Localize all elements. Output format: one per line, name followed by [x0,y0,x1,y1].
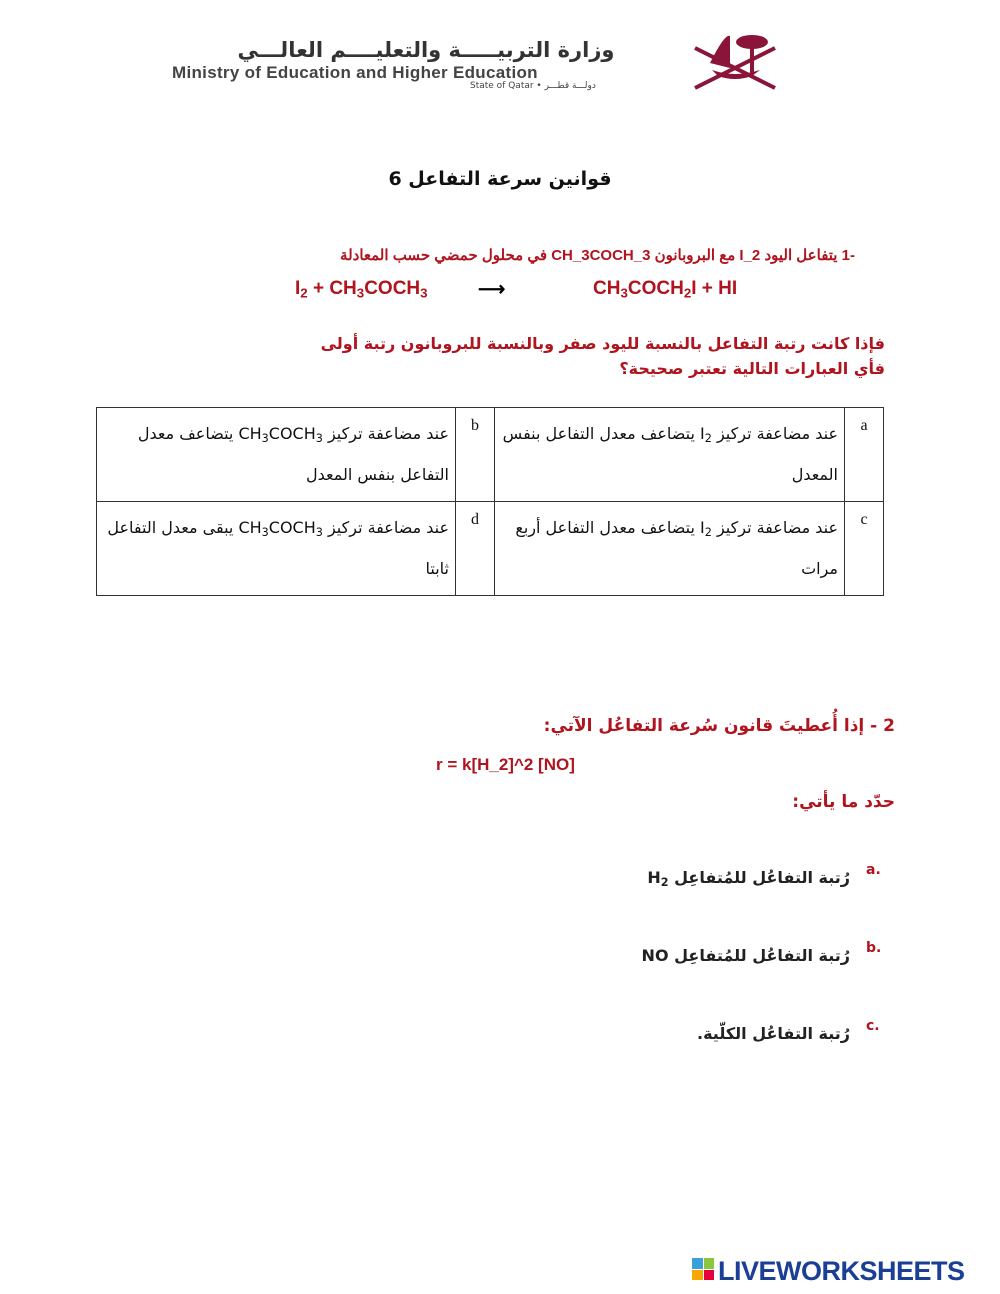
option-label[interactable]: a [845,408,884,502]
option-d-text[interactable]: عند مضاعفة تركيز $CH_3COCH_3$ يبقى معدل التفاعل ثابتا [97,502,456,596]
item-b-text: رُتبة التفاعُل للمُتفاعِل NO [641,946,850,965]
page-title: قوانين سرعة التفاعل 6 [388,168,612,190]
ministry-name-arabic: وزارة التربيـــــة والتعليــــم العالـــي [237,38,615,62]
rate-law: r = k[H_2]^2 [NO] [436,755,575,774]
question-line: فأي العبارات التالية تعتبر صحيحة؟ [619,359,885,378]
condition-line: فإذا كانت رتبة التفاعل بالنسبة لليود صفر وبالنسبة للبروبانون رتبة أولى [320,334,885,353]
item-label: c. [866,1018,880,1034]
question-2-prompt: حدّد ما يأتي: [792,792,895,812]
table-row [97,408,884,502]
option-a-text[interactable]: عند مضاعفة تركيز $I_2$ يتضاعف معدل التفاعل بنفس المعدل [495,408,845,502]
option-label[interactable]: c [845,502,884,596]
question-1-condition [321,331,885,381]
question-2-intro: 2 - إذا أُعطيتَ قانون سُرعة التفاعُل الآتي: [543,716,895,736]
item-label: b. [866,940,882,956]
qatar-emblem-icon [690,28,780,98]
table-row [97,502,884,596]
item-label: a. [866,862,881,878]
options-table [96,407,884,596]
reaction-arrow-icon: ⟶ [478,279,506,300]
question-1-intro: -1 يتفاعل اليود I_2 مع البروبانون CH_3COCH_3 في محلول حمضي حسب المعادلة [340,247,855,264]
option-b-text[interactable]: عند مضاعفة تركيز $CH_3COCH_3$ يتضاعف معدل التفاعل بنفس المعدل [97,408,456,502]
ministry-name-english: Ministry of Education and Higher Education [172,63,538,82]
liveworksheets-logo-icon [692,1258,714,1280]
option-label[interactable]: d [456,502,495,596]
equation-products: $CH_3COCH_2I$ + HI [593,278,738,301]
option-c-text[interactable]: عند مضاعفة تركيز $I_2$ يتضاعف معدل التفاعل أربع مرات [495,502,845,596]
item-a-text: رُتبة التفاعُل للمُتفاعِل $H_2$ [647,868,850,889]
item-c-text: رُتبة التفاعُل الكلّية. [697,1024,850,1043]
equation-reactants: $I_2$ + $CH_3COCH_3$ [295,278,428,301]
option-label[interactable]: b [456,408,495,502]
liveworksheets-brand[interactable]: LIVEWORKSHEETS [718,1256,965,1286]
state-label: State of Qatar • دولـــة قطـــر [470,81,596,91]
